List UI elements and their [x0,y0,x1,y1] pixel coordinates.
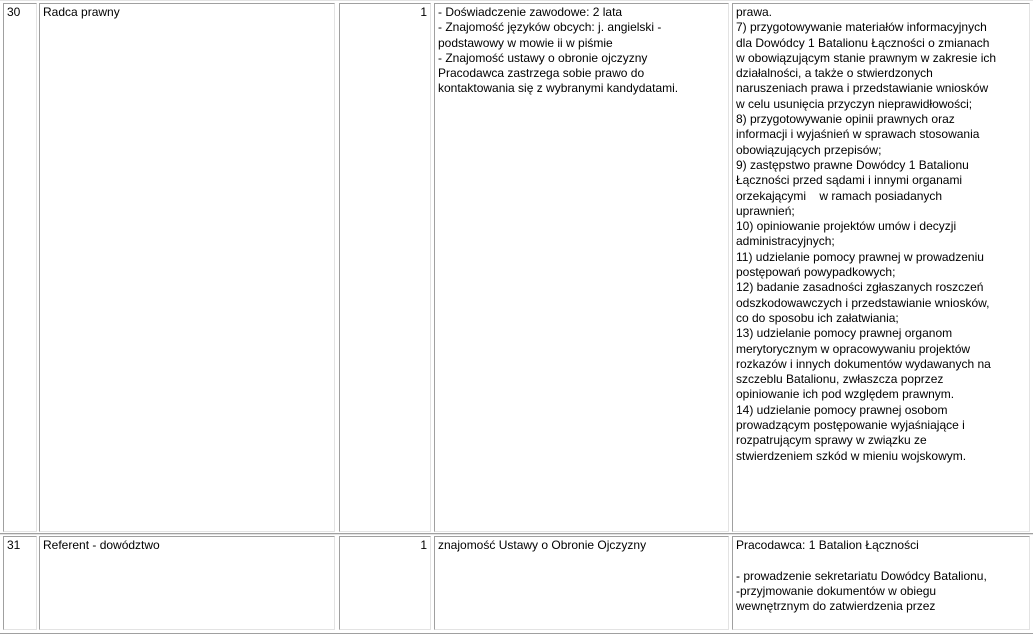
duty-line: merytorycznym w opracowywaniu projektów [736,341,971,356]
duty-line: rozpatrującym sprawy w związku ze [736,433,927,448]
requirement-line: - Znajomość ustawy o obronie ojczyzny [438,50,648,65]
duty-line: informacji i wyjaśnień w sprawach stosowania [736,127,980,142]
duty-line: dla Dowódcy 1 Batalionu Łączności o zmianach [736,35,990,50]
duty-line: administracyjnych; [736,234,835,249]
duty-line: 7) przygotowywanie materiałów informacyjnych [736,20,987,35]
requirement-line: - Znajomość języków obcych: j. angielski - [438,20,662,35]
blank-line [736,553,1027,568]
requirement-line: kontaktowania się z wybranymi kandydatami. [438,81,679,96]
requirements-cell [434,536,729,630]
requirement-line: podstawowy w mowie ii w piśmie [438,35,613,50]
duty-line: orzekającymi w ramach posiadanych [736,188,943,203]
duty-line: co do sposobu ich załatwiania; [736,310,899,325]
duty-line: odszkodowawczych i przedstawianie wniosków, [736,295,990,310]
duty-line: 14) udzielanie pomocy prawnej osobom [736,402,948,417]
requirement-line: - Doświadczenie zawodowe: 2 lata [438,5,623,19]
position-cell [39,3,335,532]
duty-line: opiniowanie ich pod względem prawnym. [736,387,955,402]
row-number: 30 [7,5,21,19]
duty-line: -przyjmowanie dokumentów w obiegu [736,583,937,598]
row-number-cell [3,3,37,532]
duty-line: postępowań powypadkowych; [736,265,896,280]
duty-line: wewnętrznym do zatwierdzenia przez [736,599,936,614]
duty-line: szczeblu Batalionu, zwłaszcza poprzez [736,372,944,387]
requirements-cell [434,3,729,532]
employer-line: Pracodawca: 1 Batalion Łączności [736,538,919,552]
duty-line: prawa. [736,5,773,19]
duty-line: Łączności przed sądami i innymi organami [736,173,963,188]
quantity-value: 1 [420,5,427,19]
position-title: Referent - dowództwo [43,538,160,552]
duty-line: rozkazów i innych dokumentów wydawanych na [736,356,991,371]
requirement-line: znajomość Ustawy o Obronie Ojczyzny [438,538,647,552]
duty-line: obowiązujących przepisów; [736,142,882,157]
duty-line: 8) przygotowywanie opinii prawnych oraz [736,112,955,127]
requirement-line: Pracodawca zastrzega sobie prawo do [438,66,645,81]
position-title: Radca prawny [43,5,120,19]
quantity-value: 1 [420,538,427,552]
row-number-cell [3,536,37,630]
duty-line: 12) badanie zasadności zgłaszanych roszczeń [736,280,984,295]
duties-cell [732,3,1030,532]
quantity-cell [339,3,431,532]
duty-line: 9) zastępstwo prawne Dowódcy 1 Batalionu [736,157,969,172]
duty-line: - prowadzenie sekretariatu Dowódcy Batalionu, [736,568,987,583]
duty-line: w celu usunięcia przyczyn nieprawidłowości; [736,96,973,111]
position-cell [39,536,335,630]
duty-line: naruszeniach prawa i przedstawianie wniosków [736,81,989,96]
duty-line: 13) udzielanie pomocy prawnej organom [736,326,953,341]
duty-line: w obowiązującym stanie prawnym w zakresie ich [736,50,997,65]
duty-line: prowadzącym postępowanie wyjaśniające i [736,418,965,433]
duty-line: 11) udzielanie pomocy prawnej w prowadzeniu [736,249,984,264]
duty-line: stwierdzeniem szkód w mieniu wojskowym. [736,448,967,463]
row-number: 31 [7,538,21,552]
duty-line: uprawnień; [736,203,795,218]
duty-line: działalności, a także o stwierdzonych [736,66,933,81]
duties-cell [732,536,1030,630]
quantity-cell [339,536,431,630]
duty-line: 10) opiniowanie projektów umów i decyzji [736,219,957,234]
